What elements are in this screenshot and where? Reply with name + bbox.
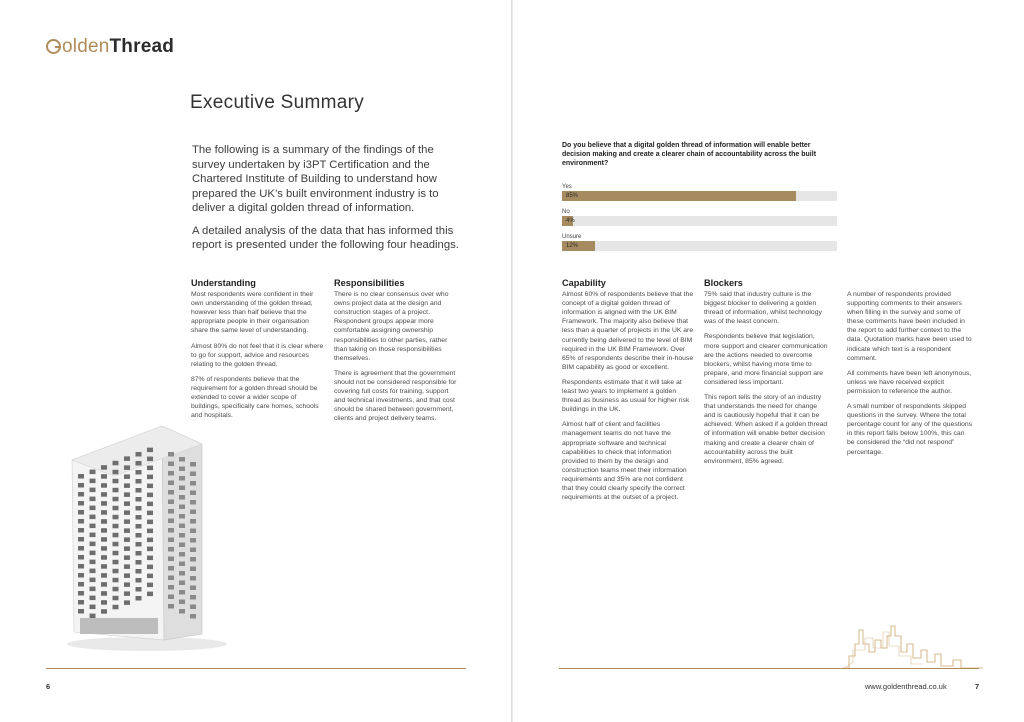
section-paragraph: Almost 60% of respondents believe that the concept of a digital golden thread of information is aligned with the UK BIM Framework. The majority also believe that less than a quarter of projects in the UK are currently being delivered to the level of BIM required in the UK BIM Framework. Over 65% of respondents describe their in-house BIM capability as good or excellent. — [562, 291, 694, 371]
chart-bar-row — [562, 183, 838, 201]
chart-bar-track — [562, 216, 837, 226]
chart-bar-row — [562, 208, 838, 226]
section-paragraph: There is no clear consensus over who owns project data at the design and construction stages of a project. Respondent groups appear more comfortable assigning ownership responsibilities to other parties, rather than taking on those responsibilities themselves. — [334, 291, 449, 362]
right-page — [513, 0, 1024, 722]
chart-bar-track — [562, 191, 837, 201]
page-number: 6 — [46, 682, 51, 691]
page-title: Executive Summary — [190, 92, 365, 113]
responsibilities-section — [334, 279, 460, 429]
intro-paragraph: A detailed analysis of the data that has informed this report is presented under the following four headings. — [192, 224, 459, 251]
chart-bar — [562, 191, 796, 201]
intro-paragraph: The following is a summary of the findings of the survey undertaken by i3PT Certification and the Chartered Institute of Building to understand how prepared the UK’s built environment industry is to deliver a digital golden thread of information. — [192, 144, 439, 214]
section-paragraph: Almost 80% do not feel that it is clear where to go for support, advice and resources relating to the golden thread. — [191, 342, 324, 368]
chart-bar-row — [562, 233, 838, 251]
left-page — [0, 0, 511, 722]
section-paragraph: A small number of respondents skipped questions in the survey. Where the total percentage count for any of the questions in this report falls below 100%, this can be considered the “did not respond” percentage. — [847, 403, 973, 456]
chart-category-label: No — [562, 209, 570, 215]
section-paragraph: 75% said that industry culture is the biggest blocker to delivering a golden thread of information, whilst technology was of the least concern. — [704, 291, 822, 326]
survey-bar-chart — [562, 141, 838, 258]
section-paragraph: Respondents believe that legislation, more support and clearer communication are the actions needed to overcome blockers, whilst having more time to prepare, and more financial support are considered less important. — [704, 333, 828, 386]
city-skyline-illustration — [843, 622, 983, 670]
notes-section — [847, 290, 973, 463]
section-paragraph: 87% of respondents believe that the requirement for a golden thread should be extended to cover a wider scope of buildings, specifically care homes, schools and hospitals. — [191, 375, 319, 420]
understanding-section — [191, 279, 324, 426]
chart-category-label: Yes — [562, 184, 572, 190]
chart-data-label: 85% — [566, 193, 579, 199]
footer-website-link[interactable]: www.goldenthread.co.uk — [865, 682, 947, 691]
section-heading: Responsibilities — [334, 278, 405, 288]
page-number: 7 — [975, 682, 980, 691]
footer-divider — [559, 668, 979, 669]
section-paragraph: Almost half of client and facilities management teams do not have the appropriate software and technical capabilities to check that information provided to them by the design and construction teams meet their information requirements and 35% are not confident that they could clearly specify the correct requirements at the outset of a project. — [562, 421, 687, 502]
section-paragraph: This report tells the story of an industry that understands the need for change and is cautiously hopeful that it can be achieved. When asked if a golden thread of information will enable better decision making and create a clearer chain of accountability across the built environment, 85% agreed. — [704, 394, 828, 465]
logo-thread-text: Thread — [109, 36, 175, 57]
capability-section — [562, 279, 694, 508]
intro-text — [192, 143, 462, 261]
chart-title: Do you believe that a digital golden thread of information will enable better decision making and create a clearer chain of accountability across the built environment? — [562, 142, 817, 167]
section-paragraph: A number of respondents provided supporting comments to their answers when filling in the survey and some of these comments have been included in the report to add further context to the data. Quotation marks have been used to indicate which text is a respondent comment. — [847, 291, 972, 362]
section-paragraph: Respondents estimate that it will take at least two years to implement a golden thread as business as usual for higher risk buildings in the UK. — [562, 378, 690, 414]
logo-golden-text: olden — [62, 36, 110, 57]
logo-g-icon — [46, 39, 61, 54]
section-heading: Blockers — [704, 278, 743, 288]
chart-category-label: Unsure — [562, 234, 582, 240]
section-heading: Capability — [562, 278, 606, 288]
chart-data-label: 4% — [566, 218, 575, 224]
chart-bars — [562, 183, 838, 251]
footer-divider — [46, 668, 466, 669]
blockers-section — [704, 279, 830, 472]
chart-data-label: 12% — [566, 243, 579, 249]
section-heading: Understanding — [191, 278, 256, 288]
section-paragraph: Most respondents were confident in their own understanding of the golden thread, however less than half believe that the appropriate people in their organisation share the same level of understanding. — [191, 291, 314, 335]
section-paragraph: There is agreement that the government should not be considered responsible for covering full costs for training, support and technical investments, and that cost should be shared between government, clients and project delivery teams. — [334, 369, 457, 423]
golden-thread-logo — [46, 36, 174, 58]
section-paragraph: All comments have been left anonymous, unless we have received explicit permission to reference the author. — [847, 369, 972, 395]
tower-building-illustration — [52, 418, 232, 654]
chart-bar-track — [562, 241, 837, 251]
